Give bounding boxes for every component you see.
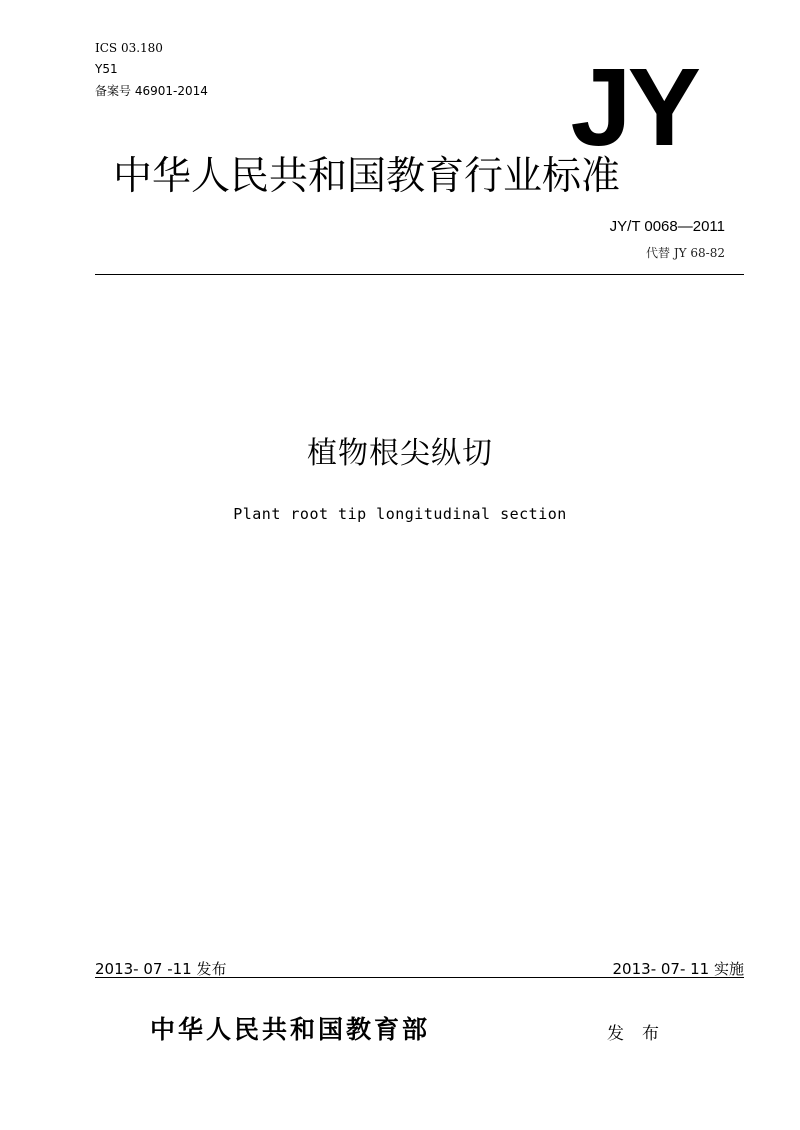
jy-logo: JY [570, 46, 697, 169]
bottom-divider [95, 977, 744, 978]
issuing-authority: 中华人民共和国教育部 [150, 1015, 431, 1044]
implementation-date: 2013- 07- 11 实施 [612, 960, 744, 978]
ics-code: ICS 03.180 [95, 41, 163, 55]
issue-date: 2013- 07 -11 发布 [95, 960, 227, 978]
standard-category-title: 中华人民共和国教育行业标准 [113, 154, 621, 199]
publish-label: 发布 [607, 1024, 677, 1044]
classification-code: Y51 [95, 62, 118, 76]
document-title-chinese: 植物根尖纵切 [307, 436, 493, 471]
document-title-english: Plant root tip longitudinal section [233, 505, 567, 523]
filing-number: 备案号 46901-2014 [95, 84, 208, 98]
replaces-note: 代替 JY 68-82 [646, 246, 725, 260]
top-divider [95, 274, 744, 275]
standard-code: JY/T 0068—2011 [609, 218, 725, 235]
